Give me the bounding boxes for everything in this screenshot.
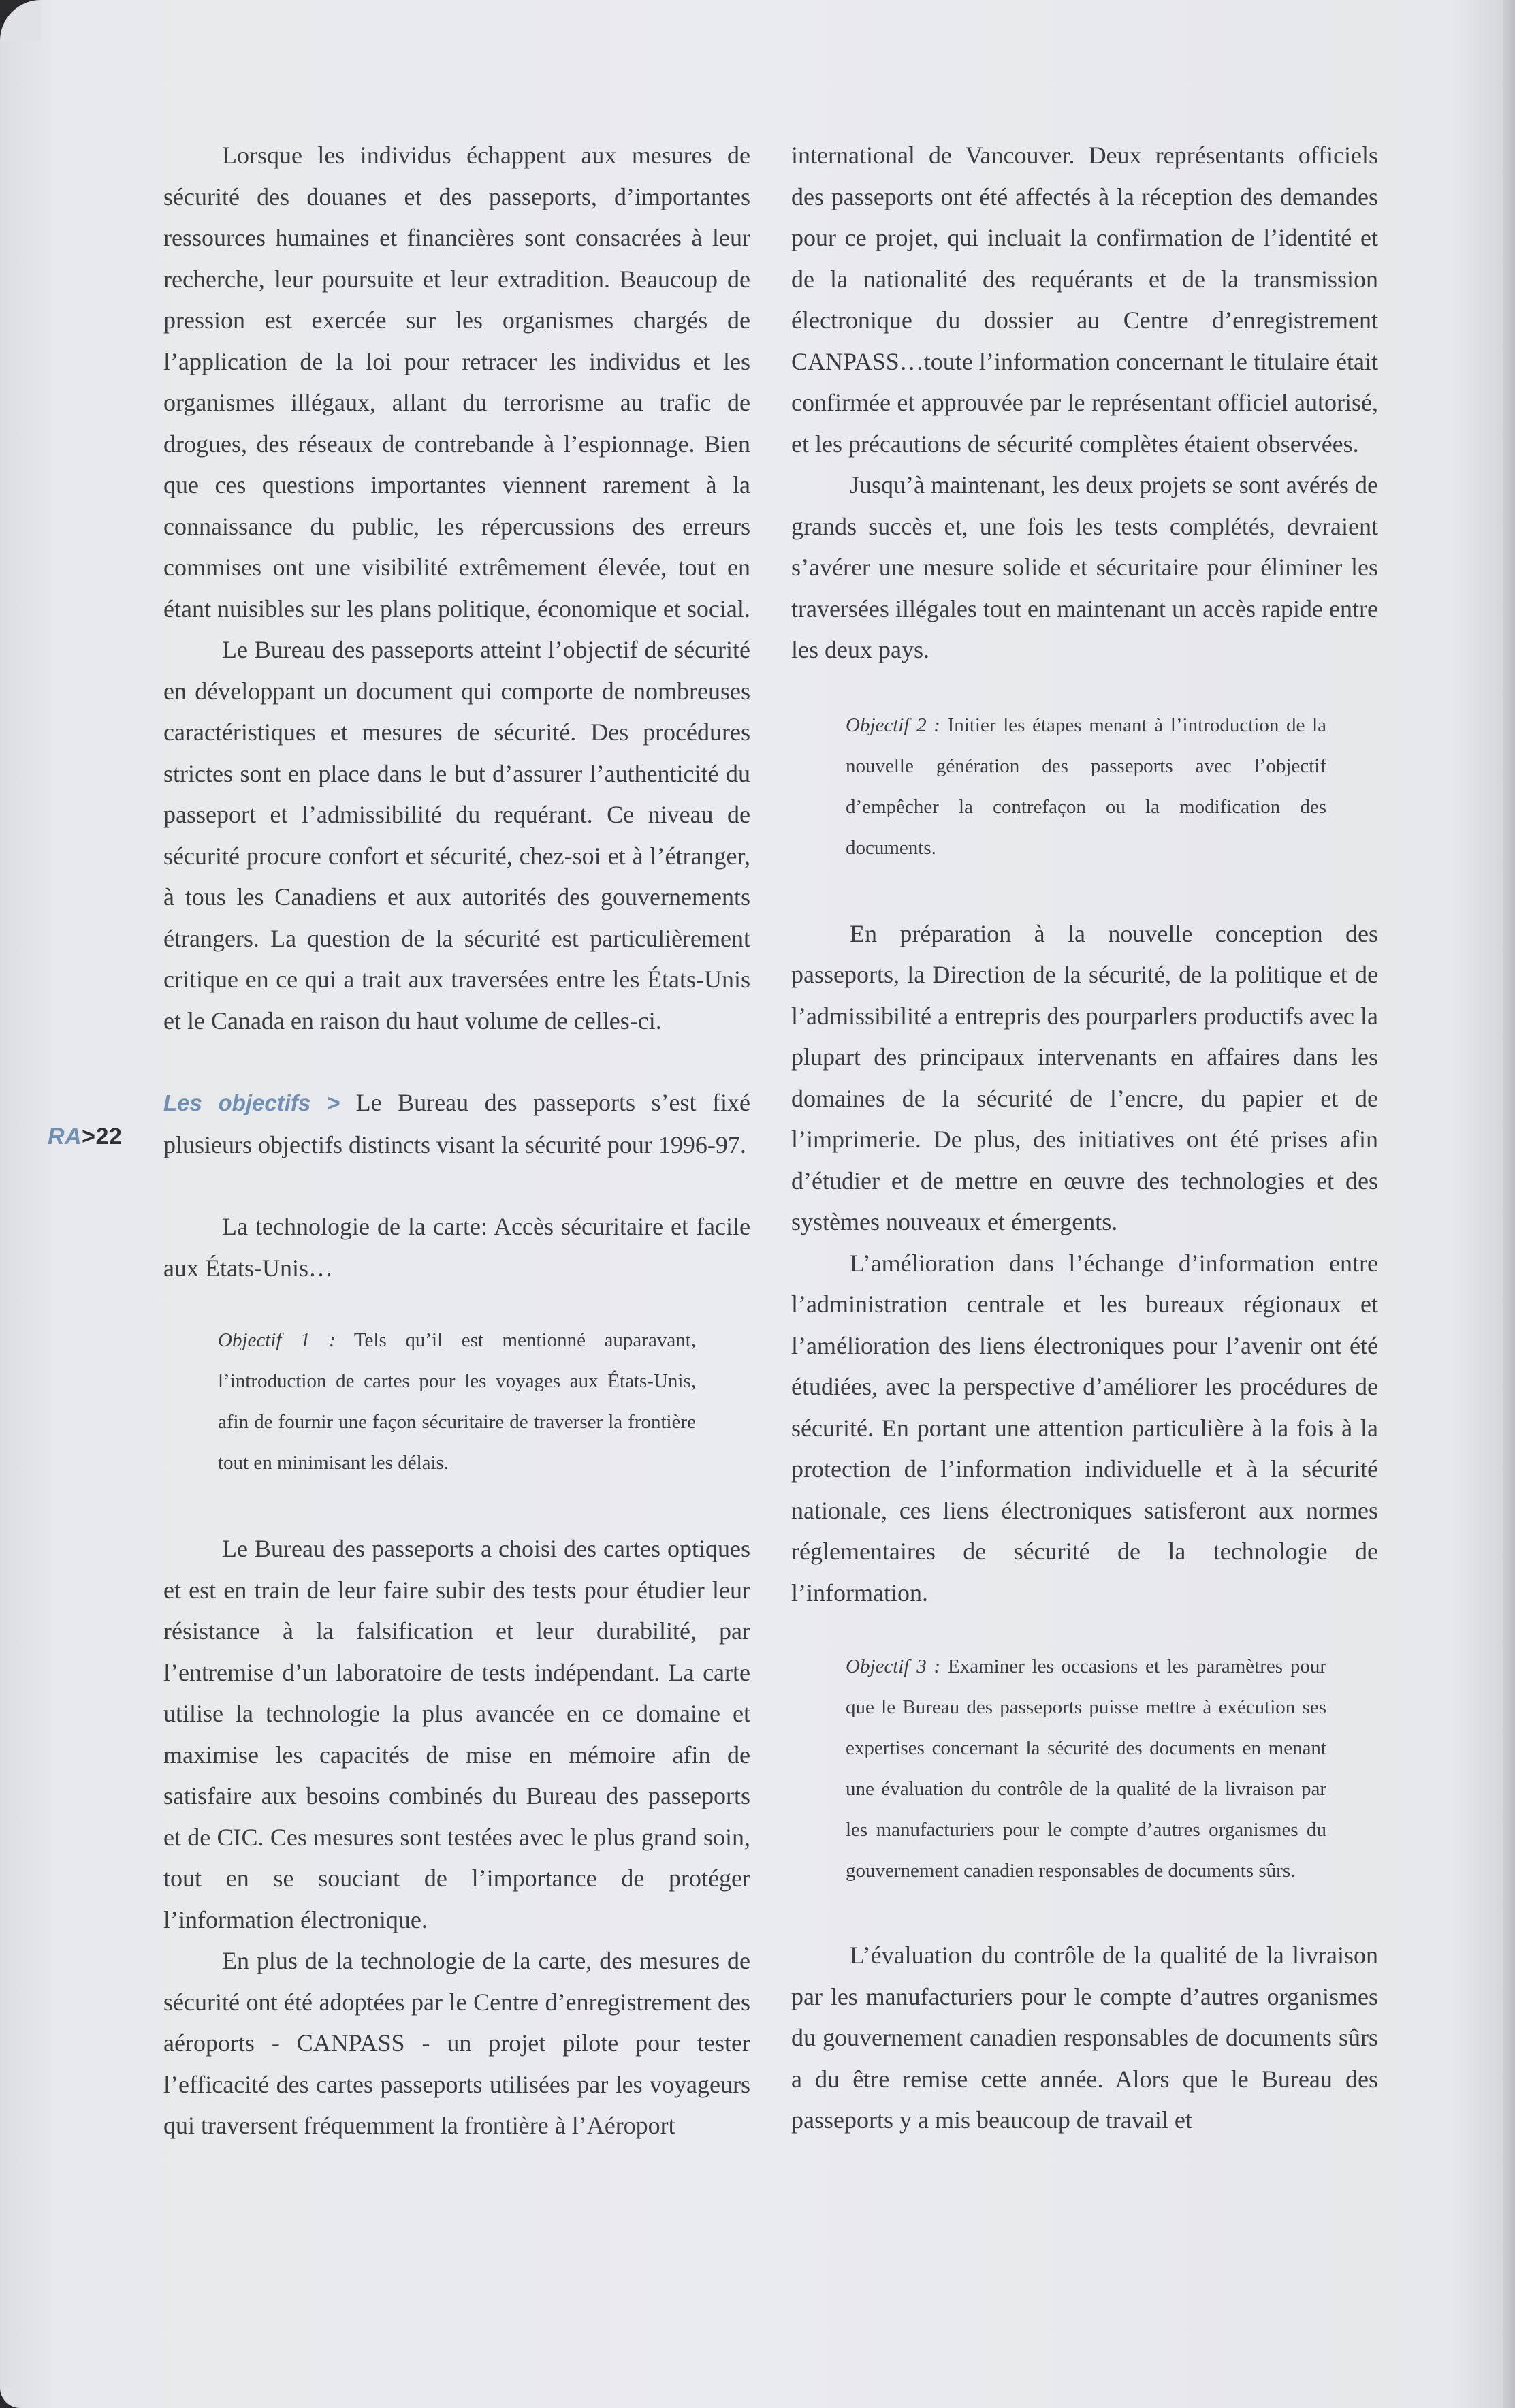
objective-1-block [218, 1320, 696, 1483]
page-number-prefix: RA [48, 1124, 82, 1150]
objective-2-block [846, 705, 1326, 868]
objective-3-label: Objectif 3 : [846, 1656, 941, 1677]
left-column [163, 135, 750, 2146]
left-paragraph-1: Lorsque les individus échappent aux mesures de sécurité des douanes et des passeports, d’importantes ressources humaines et financières sont consacrées à leur recherche, leur poursuite et leur extradition. Beaucoup de pression est exercée sur les organismes chargés de l’application de la loi pour retracer les individus et les organismes illégaux, allant du terrorisme au trafic de drogues, des réseaux de contrebande à l’espionnage. Bien que ces questions importantes viennent rarement à la connaissance du public, les répercussions des erreurs commises ont une visibilité extrêmement élevée, tout en étant nuisibles sur les plans politique, économique et social. [163, 142, 750, 622]
objective-3-block [846, 1646, 1326, 1891]
card-technology-heading: La technologie de la carte: Accès sécuritaire et facile aux États-Unis… [163, 1213, 750, 1282]
page-edge [1503, 0, 1515, 2408]
left-paragraph-2: Le Bureau des passeports atteint l’objectif de sécurité en développant un document qui comporte de nombreuses caractéristiques et mesures de sécurité. Des procédures strictes sont en place dans le but d’assurer l’authenticité du passeport et l’admissibilité du requérant. Ce niveau de sécurité procure confort et sécurité, chez-soi et à l’étranger, à tous les Canadiens et aux autorités des gouvernements étrangers. La question de la sécurité est particulièrement critique en ce qui a trait aux traversées entre les États-Unis et le Canada en raison du haut volume de celles-ci. [163, 636, 750, 1034]
left-paragraph-4: En plus de la technologie de la carte, des mesures de sécurité ont été adoptées par le Centre d’enregistrement des aéroports - CANPASS - un projet pilote pour tester l’efficacité des cartes passeports utilisées par les voyageurs qui traversent fréquemment la frontière à l’Aéroport [163, 1947, 750, 2139]
right-column [791, 135, 1378, 2141]
objective-3-text: Examiner les occasions et les paramètres pour que le Bureau des passeports puisse mettre à exécution ses expertises concernant la sécurité des documents en menant une évaluation du contrôle de la qualité de la livraison par les manufacturiers pour le compte d’autres organismes du gouvernement canadien responsables de documents sûrs. [846, 1656, 1327, 1882]
objective-2-text: Initier les étapes menant à l’introduction de la nouvelle génération des passeports avec l’objectif d’empêcher la contrefaçon ou la modification des documents. [846, 714, 1326, 859]
objective-1-text: Tels qu’il est mentionné auparavant, l’introduction de cartes pour les voyages aux États-Unis, afin de fournir une façon sécuritaire de traverser la frontière tout en minimisant les délais. [218, 1329, 697, 1474]
right-paragraph-2: Jusqu’à maintenant, les deux projets se sont avérés de grands succès et, une fois les tests complétés, devraient s’avérer une mesure solide et sécuritaire pour éliminer les traversées illégales tout en maintenant un accès rapide entre les deux pays. [791, 471, 1378, 663]
objective-2-label: Objectif 2 : [846, 714, 940, 736]
page-number: 22 [95, 1124, 123, 1150]
objectives-paragraph [163, 1082, 750, 1165]
left-paragraph-3: Le Bureau des passeports a choisi des cartes optiques et est en train de leur faire subir des tests pour étudier leur résistance à la falsification et leur durabilité, par l’entremise d’un laboratoire de tests indépendant. La carte utilise la technologie la plus avancée en ce domaine et maximise les capacités de mise en mémoire afin de satisfaire aux besoins combinés du Bureau des passeports et de CIC. Ces mesures sont testées avec le plus grand soin, tout en se souciant de l’importance de protéger l’information électronique. [163, 1535, 750, 1933]
right-paragraph-4: L’amélioration dans l’échange d’information entre l’administration centrale et les bureaux régionaux et l’amélioration des liens électroniques pour l’avenir ont été étudiées, avec la perspective d’améliorer les procédures de sécurité. En portant une attention particulière à la fois à la protection de l’information individuelle et à la sécurité nationale, ces liens électroniques satisferont aux normes réglementaires de sécurité de la technologie de l’information. [791, 1249, 1378, 1606]
right-paragraph-3: En préparation à la nouvelle conception des passeports, la Direction de la sécurité, de la politique et de l’admissibilité a entrepris des pourparlers productifs avec la plupart des principaux intervenants en affaires dans les domaines de la sécurité de l’encre, du papier et de l’imprimerie. De plus, des initiatives ont été prises afin d’étudier et de mettre en œuvre des technologies et des systèmes nouveaux et émergents. [791, 919, 1378, 1235]
objective-1-label: Objectif 1 : [218, 1329, 336, 1351]
section-heading-objectives: Les objectifs > [163, 1090, 340, 1115]
right-paragraph-1: international de Vancouver. Deux représentants officiels des passeports ont été affectés à la réception des demandes pour ce projet, qui incluait la confirmation de l’identité et de la nationalité des requérants et de la transmission électronique du dossier au Centre d’enregistrement CANPASS…toute l’information concernant le titulaire était confirmée et approuvée par le représentant officiel autorisé, et les précautions de sécurité complètes étaient observées. [791, 142, 1378, 458]
objectives-intro: Le Bureau des passeports s’est fixé plusieurs objectifs distincts visant la sécurité pour 1996-97. [163, 1089, 750, 1158]
page-number-badge [48, 1124, 122, 1150]
page-number-separator: > [82, 1124, 96, 1150]
right-paragraph-5: L’évaluation du contrôle de la qualité de la livraison par les manufacturiers pour le compte d’autres organismes du gouvernement canadien responsables de documents sûrs a du être remise cette année. Alors que le Bureau des passeports y a mis beaucoup de travail et [791, 1942, 1378, 2134]
